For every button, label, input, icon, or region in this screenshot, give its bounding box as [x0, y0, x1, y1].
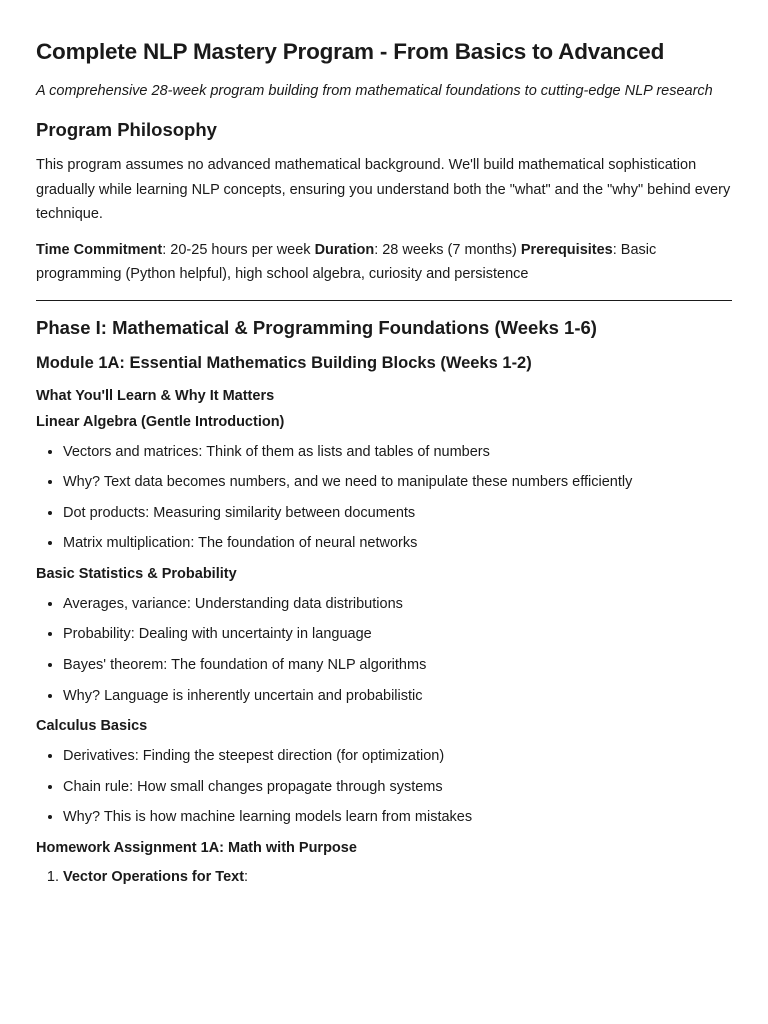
list-item: • Averages, variance: Understanding data distributions	[63, 593, 732, 614]
what-you-learn-heading: What You'll Learn & Why It Matters	[36, 387, 275, 404]
time-commitment-label: Time Commitment	[36, 241, 163, 258]
page-subtitle: A comprehensive 28-week program building from mathematical foundations to cutting-edge NLP research	[36, 83, 713, 99]
prerequisites-value: : Basic programming (Python helpful), high school algebra, curiosity and persistence	[36, 241, 657, 282]
duration-label: Duration	[314, 241, 375, 258]
linear-algebra-list	[36, 441, 732, 554]
calculus-heading: Calculus Basics	[36, 718, 148, 735]
homework-list	[36, 867, 732, 887]
list-item: • Matrix multiplication: The foundation of neural networks	[63, 532, 732, 553]
module-heading: Module 1A: Essential Mathematics Building Blocks (Weeks 1-2)	[36, 353, 532, 372]
statistics-list	[36, 593, 732, 706]
philosophy-heading: Program Philosophy	[36, 119, 217, 140]
prerequisites-label: Prerequisites	[520, 241, 613, 258]
list-item: • Why? This is how machine learning models learn from mistakes	[63, 806, 732, 827]
list-item: • Bayes' theorem: The foundation of many NLP algorithms	[63, 654, 732, 675]
homework-heading: Homework Assignment 1A: Math with Purpose	[36, 840, 357, 857]
statistics-heading: Basic Statistics & Probability	[36, 565, 237, 582]
homework-item-suffix: :	[244, 869, 249, 886]
list-item: • Vectors and matrices: Think of them as lists and tables of numbers	[63, 441, 732, 462]
philosophy-body: This program assumes no advanced mathematical background. We'll build mathematical sophistication gradually while learning NLP concepts, ensuring you understand both the "what" and the "why" behind every technique.	[36, 157, 731, 222]
list-item: • Dot products: Measuring similarity between documents	[63, 502, 732, 523]
homework-item-label: Vector Operations for Text	[63, 869, 245, 886]
page-title: Complete NLP Mastery Program - From Basics to Advanced	[36, 39, 665, 64]
calculus-list	[36, 745, 732, 827]
program-meta	[36, 238, 732, 287]
time-commitment-value: : 20-25 hours per week	[162, 241, 315, 258]
section-divider	[36, 300, 732, 301]
duration-value: : 28 weeks (7 months)	[374, 241, 521, 258]
list-item: • Chain rule: How small changes propagate through systems	[63, 776, 732, 797]
list-item: • Why? Language is inherently uncertain and probabilistic	[63, 685, 732, 706]
list-item: • Probability: Dealing with uncertainty in language	[63, 623, 732, 644]
list-item	[63, 867, 732, 887]
linear-algebra-heading: Linear Algebra (Gentle Introduction)	[36, 413, 285, 430]
list-item: • Derivatives: Finding the steepest direction (for optimization)	[63, 745, 732, 766]
list-item: • Why? Text data becomes numbers, and we need to manipulate these numbers efficiently	[63, 471, 732, 492]
phase-heading: Phase I: Mathematical & Programming Foundations (Weeks 1-6)	[36, 316, 597, 338]
